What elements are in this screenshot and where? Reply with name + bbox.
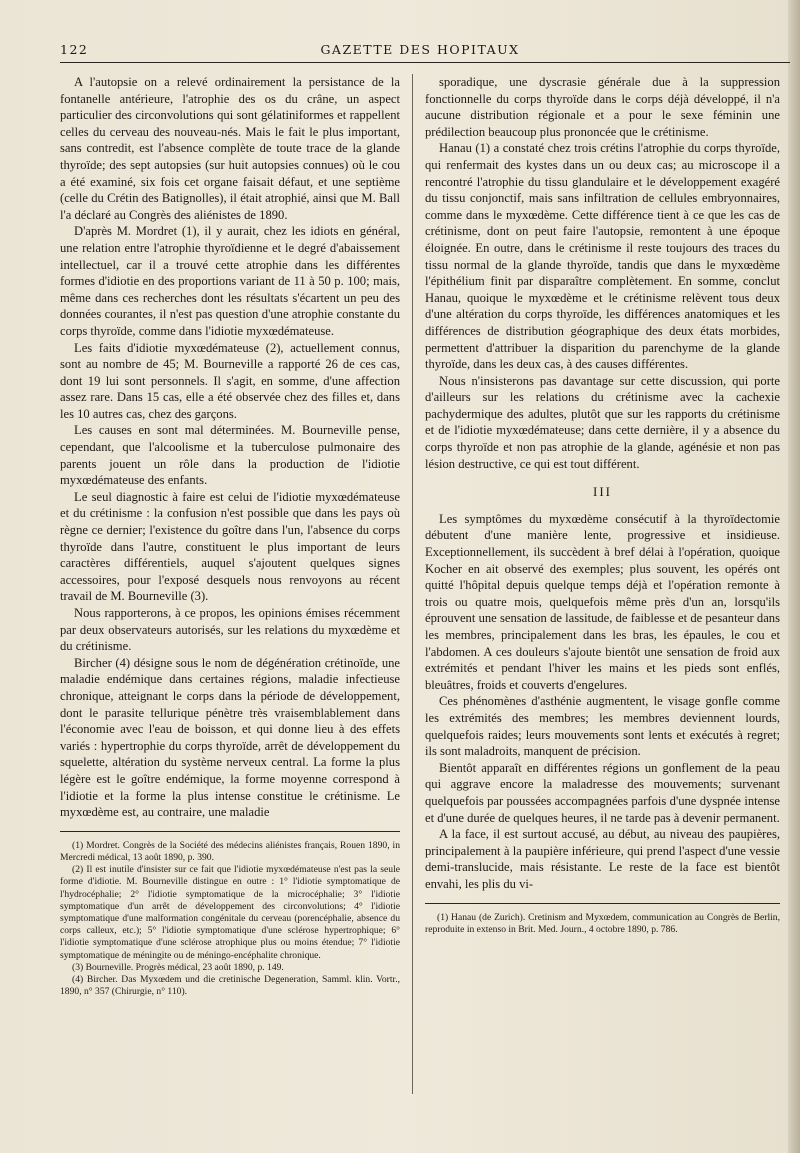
column-divider xyxy=(412,74,413,1094)
section-number: III xyxy=(593,484,612,500)
paragraph: Le seul diagnostic à faire est celui de l'idiotie myxœdémateuse et du crétinisme : la confusion n'est possible que dans les pays où règne ce dernier; l'existence du goître dans l'un, l'absence du corps thyroïde dans l'autre, constituent le plus important de leurs caractères différentiels, auquel s'ajoutent quelques signes accessoires, pour l'exposé desquels nous renvoyons au récent travail de M. Bourneville (3). xyxy=(60,489,400,604)
paragraph: A la face, il est surtout accusé, au début, au niveau des paupières, principalement à la paupière inférieure, qui prend l'aspect d'une vessie demi-translucide, mais résistante. Le reste de la face est bientôt envahi, les plis du vi- xyxy=(425,827,780,891)
page-edge-shadow xyxy=(788,0,800,1153)
header-rule xyxy=(60,62,790,63)
footnote: (1) Hanau (de Zurich). Cretinism and Myxœdem, communication au Congrès de Berlin, reproduite in extenso in Brit. Med. Journ., 4 octobre 1890, p. 786. xyxy=(425,911,780,935)
paragraph: Nous n'insisterons pas davantage sur cette discussion, qui porte d'ailleurs sur les relations du crétinisme avec la cachexie pachydermique des adultes, plutôt que sur les rapports du crétinisme et de l'idiotie myxœdémateuse; dans cette dernière, il y a absence du corps thyroïde et non pas atrophie de la glande, agénésie et non pas lésion destructive, ce qui est tout différent. xyxy=(425,373,780,471)
paragraph: Bircher (4) désigne sous le nom de dégénération crétinoïde, une maladie endémique dans certaines régions, maladie infectieuse chronique, atteignant le corps dans la période de développement, dont le parasite tellurique pénètre très vraisemblablement dans l'économie avec l'eau de boisson, et qui donne lieu à des effets variés : hypertrophie du corps thyroïde, arrêt de développement du squelette, altération du système nerveux central. La forme la plus légère est le goître endémique, la forme moyenne correspond à l'idiotie et la forme la plus intense constitue le crétinisme. Le myxœdème est, au contraire, une maladie xyxy=(60,655,400,820)
paragraph: Nous rapporterons, à ce propos, les opinions émises récemment par deux observateurs autorisés, sur les relations du myxœdème et du crétinisme. xyxy=(60,606,400,654)
footnote-rule xyxy=(60,831,400,832)
footnote: (1) Mordret. Congrès de la Société des médecins aliénistes français, Rouen 1890, in Mercredi médical, 13 août 1890, p. 390. xyxy=(60,839,400,863)
page-header xyxy=(60,42,780,62)
paragraph: Les symptômes du myxœdème consécutif à la thyroïdectomie débutent d'une manière lente, progressive et insidieuse. Exceptionnellement, ils succèdent à bref délai à l'opération, quoique Kocher en ait observé des exemples; plus souvent, les opérés ont quitté l'hôpital depuis quelque temps déjà et l'opération remonte à trois ou quatre mois, quelquefois même près d'un an, lorsqu'ils éprouvent une sensation de lassitude, de faiblesse et de pesanteur dans les membres, principalement dans les bras, les épaules, le cou et l'abdomen. A ces douleurs s'ajoute bientôt une sensation de froid aux extrémités et pendant l'hiver les mains et les pieds sont enflés, bleuâtres, froids et couverts d'engelures. xyxy=(425,511,780,692)
paragraph: Ces phénomènes d'asthénie augmentent, le visage gonfle comme les extrémités des membres; les membres deviennent lourds, quelquefois raides; leurs mouvements sont lents et exécutés à regret; ils sont maladroits, manquent de précision. xyxy=(425,694,780,759)
footnote: (2) Il est inutile d'insister sur ce fait que l'idiotie myxœdémateuse n'est pas la seule forme d'idiotie. M. Bourneville distingue en outre : 1° l'idiotie symptomatique de l'hydrocéphalie; 2° l'idiotie symptomatique de la microcéphalie; 3° l'idiotie symptomatique d'un arrêt de développement des circonvolutions; 4° l'idiotie symptomatique d'une malformation congénitale du cerveau (porencéphalie, absence du corps calleux, etc.); 5° l'idiotie symptomatique d'une sclérose hypertrophique; 6° l'idiotie symptomatique d'une sclérose atrophique plus ou moins étendue; 7° l'idiotie symptomatique de méningite ou de méningo-encéphalite chronique. xyxy=(60,864,400,961)
running-title: GAZETTE DES HOPITAUX xyxy=(320,42,520,57)
paragraph: sporadique, une dyscrasie générale due à la suppression fonctionnelle du corps thyroïde dans le corps déjà développé, il n'a aucune distribution régionale et a pour le sexe féminin une prédilection beaucoup plus prononcée que le crétinisme. xyxy=(425,75,780,139)
paragraph: D'après M. Mordret (1), il y aurait, chez les idiots en général, une relation entre l'atrophie thyroïdienne et le degré d'abaissement intellectuel, car il a trouvé cette atrophie dans les différentes formes d'idiotie en des proportions variant de 11 à 50 p. 100; mais, même dans ces recherches dont les résultats s'écartent un peu des données courantes, il n'est pas question d'une atrophie constante du corps thyroïde, comme dans l'idiotie myxœdémateuse. xyxy=(60,224,400,338)
left-column xyxy=(60,74,400,998)
paragraph: Bientôt apparaît en différentes régions un gonflement de la peau qui aggrave encore la maladresse des mouvements; survenant quelquefois par poussées accompagnées parfois d'une dyspnée intense et d'une durée de quelques heures, il ne tarde pas à devenir permanent. xyxy=(425,760,780,825)
footnotes-left xyxy=(60,840,400,999)
page-number: 122 xyxy=(60,42,89,57)
paragraph: A l'autopsie on a relevé ordinairement la persistance de la fontanelle antérieure, l'atrophie des os du crâne, un aspect particulier des circonvolutions qui sont gélatiniformes et rappellent celles du cerveau des nouveau-nés. Mais le fait le plus important, sans contredit, est l'absence complète de toute trace de la glande thyroïde; des sept autopsies (sur huit autopsies connues) où le cou a été examiné, six fois cet organe faisait défaut, et une septième (celle du Crétin des Batignolles), il était atrophié, ainsi que M. Ball l'a déclaré au Congrès des aliénistes de 1890. xyxy=(60,75,400,222)
right-column xyxy=(425,74,780,936)
footnote-rule xyxy=(425,903,780,904)
footnote: (4) Bircher. Das Myxœdem und die cretinische Degeneration, Samml. klin. Vortr., 1890, n° 357 (Chirurgie, n° 110). xyxy=(60,973,400,998)
paragraph: Hanau (1) a constaté chez trois crétins l'atrophie du corps thyroïde, qui renfermait des kystes dans un ou deux cas; au microscope il a rencontré l'atrophie du tissu glandulaire et le développement exagéré du tissu conjonctif, mais sans infiltration de cellules embryonnaires, comme dans le myxœdème. Cette différence tient à ce que les cas de crétinisme, dont on peut faire l'autopsie, remontent à une époque éloignée. En outre, dans le crétinisme il reste toujours des traces du tissu normal de la glande thyroïde, tandis que dans le myxœdème l'épithélium finit par disparaître complètement. En somme, conclut Hanau, quoique le myxœdème et le crétinisme relèvent tous deux d'une altération du corps thyroïde, les différences anatomiques et les différences de distribution géographique des deux états morbides, permettent d'attribuer la disparition du parenchyme de la glande thyroïde, dans les deux cas, à des causes différentes. xyxy=(425,141,780,372)
footnotes-right xyxy=(425,912,780,936)
paragraph: Les causes en sont mal déterminées. M. Bourneville pense, cependant, que l'alcoolisme et la tuberculose pulmonaire des parents jouent un rôle dans la production de l'idiotie myxœdémateuse des enfants. xyxy=(60,423,400,488)
footnote: (3) Bourneville. Progrès médical, 23 août 1890, p. 149. xyxy=(72,961,284,973)
paragraph: Les faits d'idiotie myxœdémateuse (2), actuellement connus, sont au nombre de 45; M. Bourneville a rapporté 26 de ces cas, dont 19 lui sont personnels. Il s'agit, en somme, d'une affection assez rare. Dans 15 cas, elle a été observée chez des filles et, dans les 10 autres cas, chez des garçons. xyxy=(60,340,400,421)
